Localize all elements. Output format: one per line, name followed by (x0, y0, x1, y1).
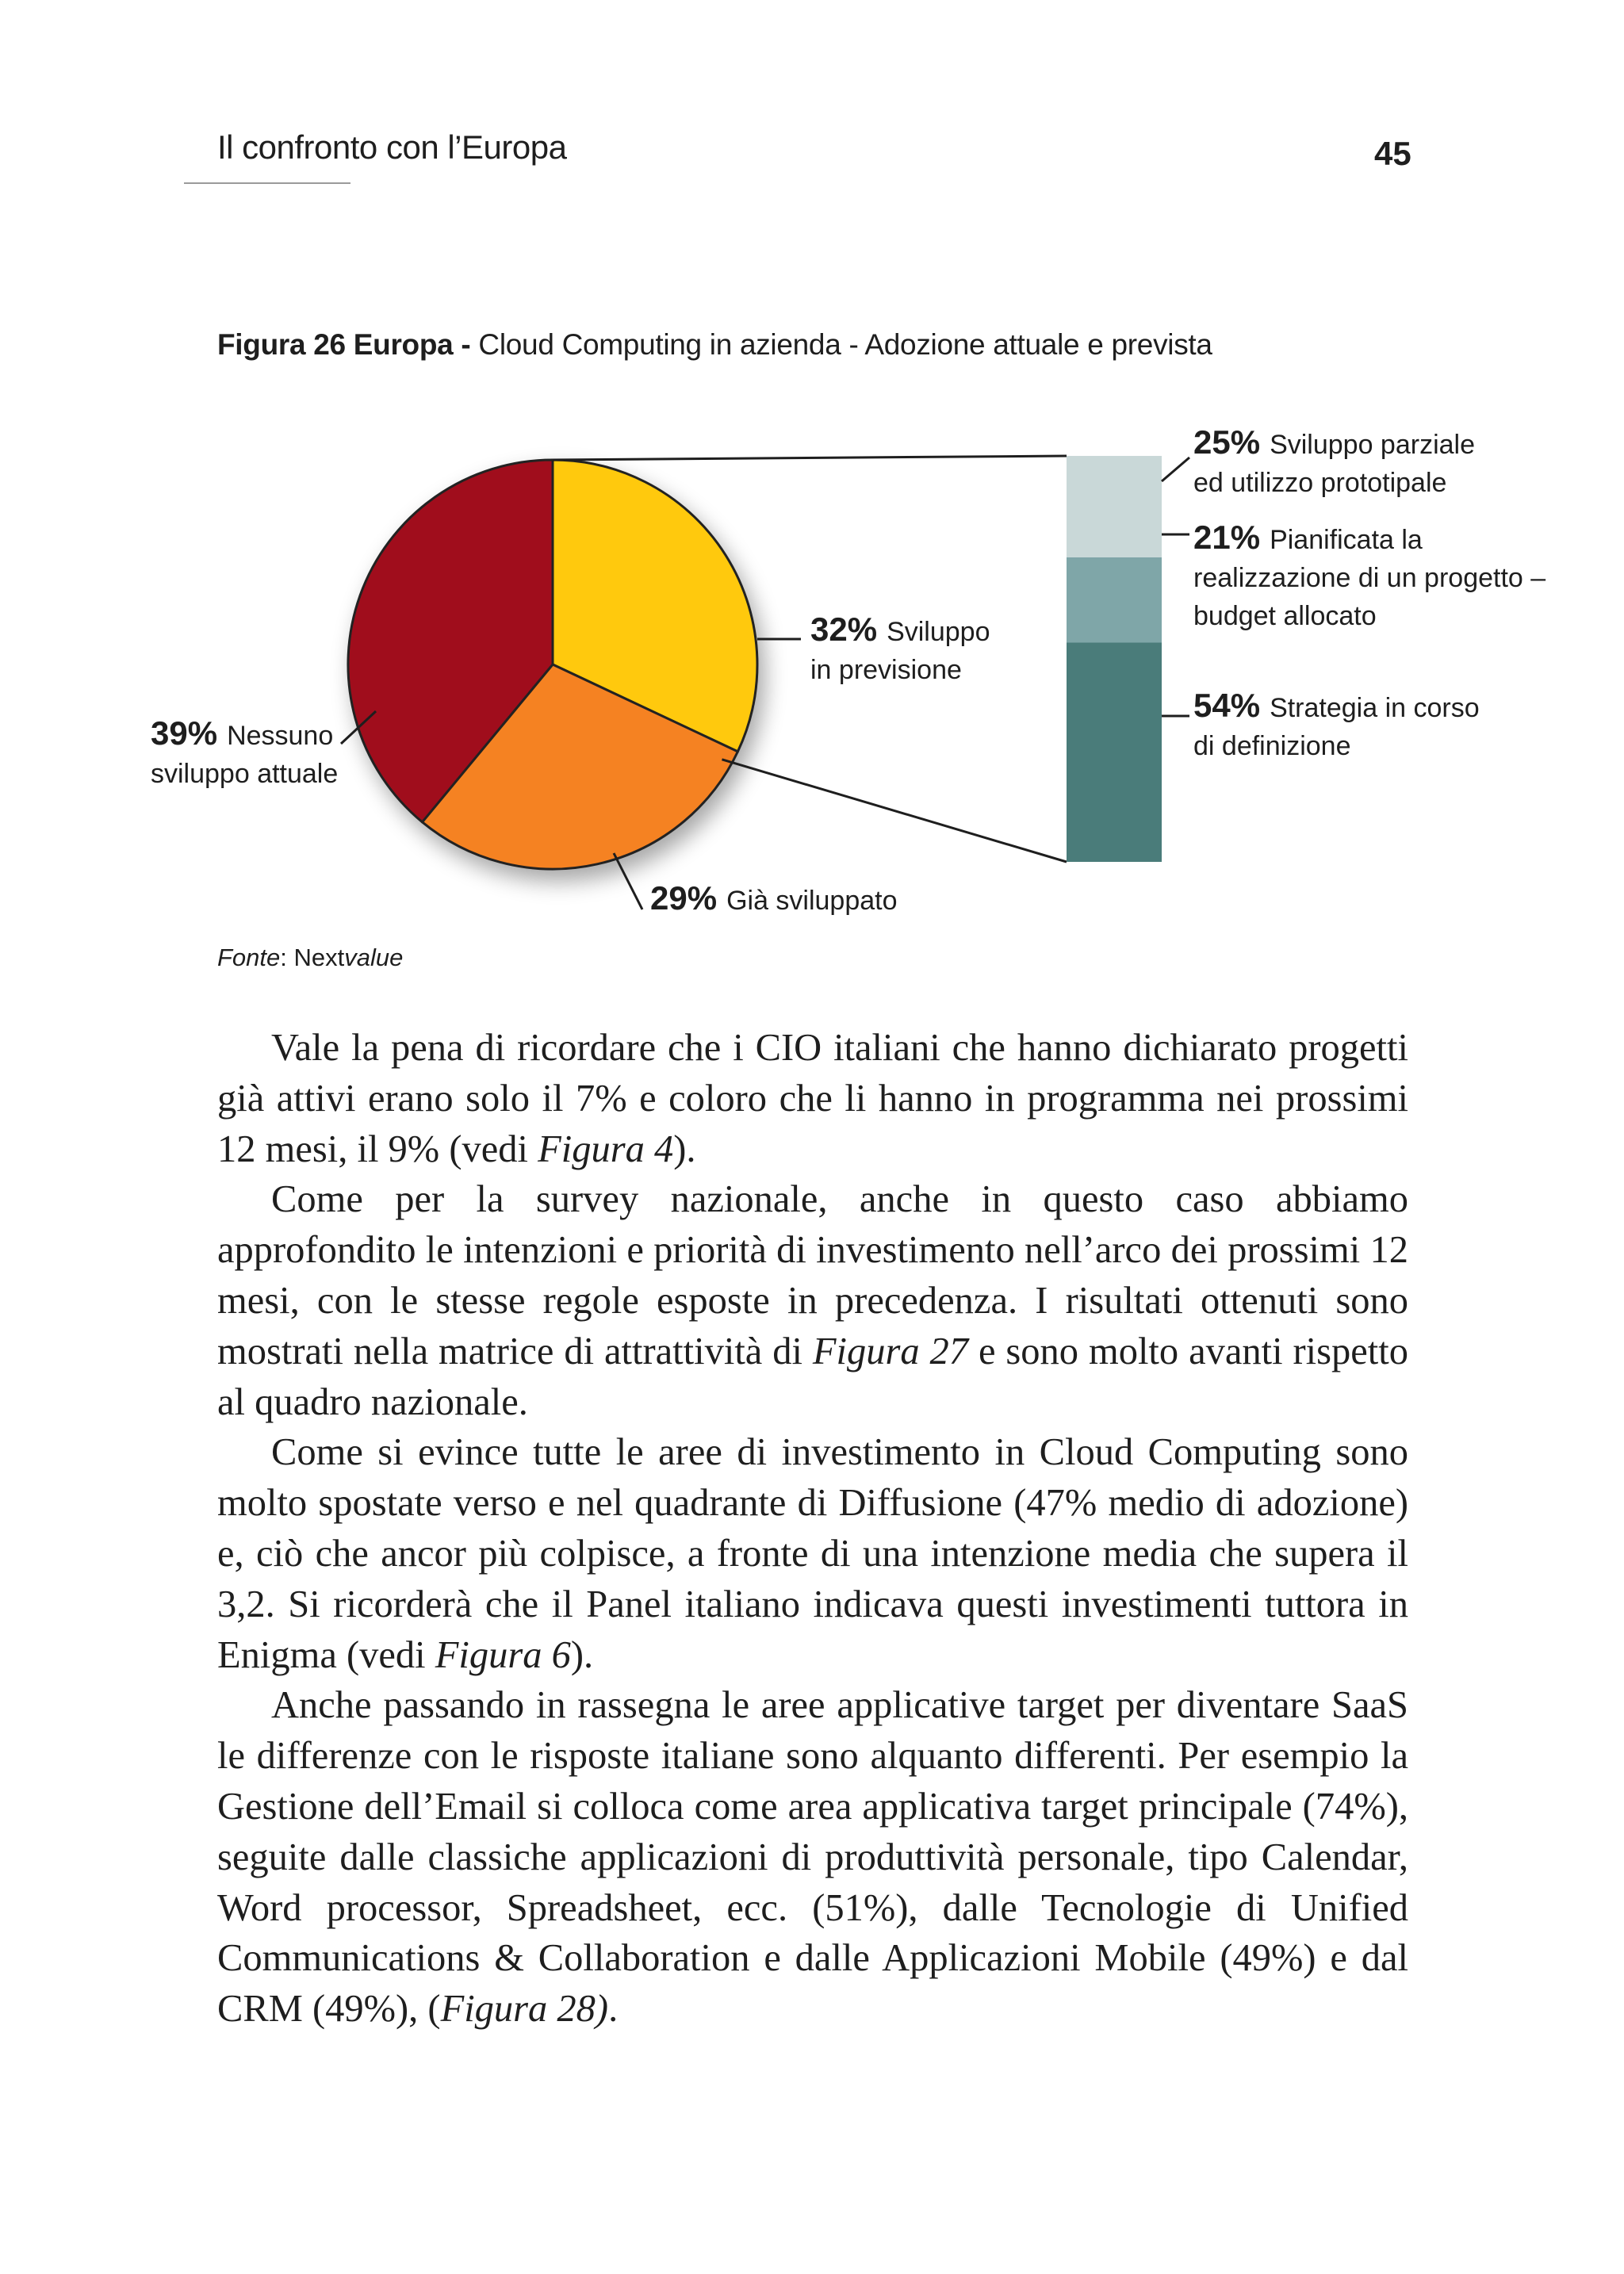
pie-slice-label-line: in previsione (810, 655, 962, 685)
bar-segment (1067, 557, 1162, 643)
pie-slice-label (151, 714, 338, 789)
bar-segment-label (1193, 519, 1545, 631)
bar-segment-percent: 25% (1193, 423, 1261, 461)
running-title: Il confronto con l’Europa (217, 128, 567, 166)
bar-segment (1067, 643, 1162, 863)
connector-line-top (553, 456, 1067, 460)
pie-slice-label (650, 879, 898, 917)
pie-slice-percent: 29% (650, 879, 718, 917)
paragraph-text: e sono molto avanti rispetto al quadro nazionale. (217, 1330, 1408, 1423)
paragraph (217, 1174, 1408, 1427)
connector-line-bottom (722, 760, 1067, 862)
source-separator: : (280, 944, 294, 971)
bar-segment-label-line: budget allocato (1193, 601, 1377, 631)
pie-slice-label-line: Nessuno (227, 721, 334, 751)
bar-segment-label (1193, 423, 1475, 498)
paragraph-text: ). (673, 1127, 696, 1170)
bar-segment-label-line: ed utilizzo prototipale (1193, 468, 1447, 498)
paragraph-text: Anche passando in rassegna le aree applicative target per diventare SaaS le differenze con le risposte italiane sono alquanto differenti. Per esempio la Gestione dell’Email si colloca come area applicativa target principale (74%), seguite dalle classiche applicazioni di produttività personale, tipo Calendar, Word processor, Spreadsheet, ecc. (51%), dalle Tecnologie di Unified Communications & Collaboration e dalle Applicazioni Mobile (49%) e dal CRM (49%), ( (217, 1684, 1408, 2031)
pie-chart (348, 460, 757, 869)
bar-segment (1067, 456, 1162, 557)
pie-slice-label (810, 611, 990, 685)
paragraph-text: Come per la survey nazionale, anche in questo caso abbiamo approfondito le intenzioni e priorità di investimento nell’arco dei prossimi 12 mesi, con le stesse regole esposte in precedenza. I risultati ottenuti sono mostrati nella matrice di attrattività di (217, 1178, 1408, 1372)
bar-segment-label-line: Pianificata la (1270, 525, 1423, 555)
pie-slice-percent: 39% (151, 714, 218, 752)
figure-caption-text: Cloud Computing in azienda - Adozione attuale e prevista (470, 328, 1212, 361)
figure-reference: Figura 27 (812, 1330, 969, 1372)
bar-segment-label-line: Strategia in corso (1270, 693, 1480, 723)
bar-segment-leader-line (1162, 457, 1189, 481)
body-text (217, 1023, 1408, 2035)
figure-reference: Figura 28) (440, 1988, 609, 2031)
bar-segment-percent: 21% (1193, 519, 1261, 556)
adoption-chart (0, 0, 1624, 951)
stacked-bar (1067, 456, 1162, 862)
pie-slice-leader-line (614, 853, 642, 909)
source-label: Fonte (217, 944, 281, 971)
bar-segment-label (1193, 687, 1480, 761)
pie-slice-label-line: Sviluppo (887, 617, 990, 647)
paragraph-text: ). (570, 1633, 594, 1676)
pie-slice-label-line: sviluppo attuale (151, 759, 339, 789)
figure-caption-bold: Figura 26 Europa - (217, 328, 471, 361)
paragraph-text: Vale la pena di ricordare che i CIO italiani che hanno dichiarato progetti già attivi erano solo il 7% e coloro che li hanno in programma nei prossimi 12 mesi, il 9% (vedi (217, 1027, 1408, 1170)
bar-segment-percent: 54% (1193, 687, 1261, 724)
figure-reference: Figura 6 (435, 1633, 571, 1676)
figure-source (217, 944, 403, 972)
paragraph (217, 1427, 1408, 1680)
pie-slice-percent: 32% (810, 611, 878, 648)
paragraph-text: Come si evince tutte le aree di investimento in Cloud Computing sono molto spostate verso e nel quadrante di Diffusione (47% medio di adozione) e, ciò che ancor più colpisce, a fronte di una intenzione media che supera il 3,2. Si ricorderà che il Panel italiano indicava questi investimenti tuttora in Enigma (vedi (217, 1431, 1408, 1676)
paragraph (217, 1023, 1408, 1174)
figure-reference: Figura 4 (538, 1127, 674, 1170)
source-name-italic: value (344, 944, 404, 971)
page-number: 45 (1374, 135, 1411, 172)
bar-segment-label-line: di definizione (1193, 731, 1351, 761)
paragraph-text: . (608, 1988, 619, 2031)
paragraph (217, 1680, 1408, 2035)
pie-slice-label-line: Già sviluppato (726, 886, 898, 916)
bar-segment-label-line: realizzazione di un progetto – (1193, 563, 1546, 593)
source-name: Next (293, 944, 345, 971)
bar-segment-label-line: Sviluppo parziale (1270, 430, 1475, 460)
